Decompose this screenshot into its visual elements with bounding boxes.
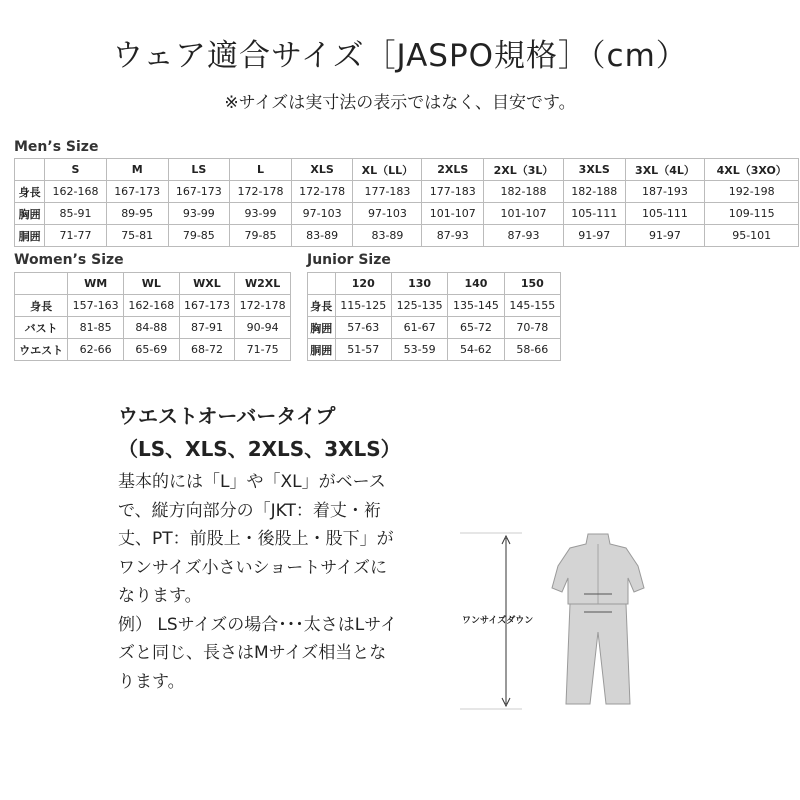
value-cell: 95-101 [705, 225, 799, 247]
value-cell: 101-107 [422, 203, 484, 225]
size-header-cell: 3XLS [563, 159, 625, 181]
table-header-row [15, 273, 291, 295]
value-cell: 53-59 [391, 339, 447, 361]
description-line: ります。 [118, 671, 185, 692]
mens-size-label: Men’s Size [14, 139, 99, 155]
size-header-cell: L [230, 159, 292, 181]
value-cell: 90-94 [235, 317, 291, 339]
value-cell: 172-178 [230, 181, 292, 203]
value-cell: 192-198 [705, 181, 799, 203]
waist-over-subtitle: （LS、XLS、2XLS、3XLS） [118, 437, 401, 461]
value-cell: 54-62 [448, 339, 504, 361]
description-line: なります。 [118, 586, 202, 606]
value-cell: 172-178 [235, 295, 291, 317]
value-cell: 97-103 [291, 203, 353, 225]
value-cell: 145-155 [504, 295, 560, 317]
womens-size-label: Women’s Size [14, 252, 124, 268]
table-row [308, 339, 561, 361]
value-cell: 157-163 [68, 295, 124, 317]
size-header-cell: XL（LL） [353, 159, 422, 181]
value-cell: 79-85 [168, 225, 230, 247]
value-cell: 109-115 [705, 203, 799, 225]
waist-over-description [118, 468, 448, 696]
description-line: 丈、PT：前股上・後股上・股下」が [118, 529, 394, 549]
junior-size-label: Junior Size [307, 252, 391, 268]
value-cell: 93-99 [168, 203, 230, 225]
value-cell: 101-107 [484, 203, 564, 225]
row-label-cell: 身長 [15, 295, 68, 317]
value-cell: 162-168 [123, 295, 179, 317]
description-line: ズと同じ、長さはMサイズ相当とな [118, 643, 387, 663]
size-note: ※サイズは実寸法の表示ではなく、目安です。 [224, 93, 576, 113]
table-row [15, 317, 291, 339]
size-header-cell: 150 [504, 273, 560, 295]
value-cell: 71-77 [45, 225, 107, 247]
table-header-row [308, 273, 561, 295]
value-cell: 135-145 [448, 295, 504, 317]
value-cell: 62-66 [68, 339, 124, 361]
value-cell: 97-103 [353, 203, 422, 225]
value-cell: 61-67 [391, 317, 447, 339]
value-cell: 79-85 [230, 225, 292, 247]
value-cell: 93-99 [230, 203, 292, 225]
value-cell: 65-72 [448, 317, 504, 339]
table-row [15, 181, 799, 203]
header-corner-cell [15, 273, 68, 295]
size-header-cell: W2XL [235, 273, 291, 295]
size-header-cell: LS [168, 159, 230, 181]
value-cell: 182-188 [484, 181, 564, 203]
value-cell: 83-89 [291, 225, 353, 247]
value-cell: 68-72 [179, 339, 235, 361]
size-header-cell: 2XL（3L） [484, 159, 564, 181]
size-header-cell: WL [123, 273, 179, 295]
value-cell: 71-75 [235, 339, 291, 361]
page-title: ウェア適合サイズ［JASPO規格］（cm） [112, 38, 688, 74]
pants-shape [566, 604, 630, 704]
value-cell: 172-178 [291, 181, 353, 203]
value-cell: 177-183 [353, 181, 422, 203]
row-label-cell: 身長 [308, 295, 336, 317]
waist-over-title: ウエストオーバータイプ [118, 404, 336, 428]
size-header-cell: WXL [179, 273, 235, 295]
description-line: ワンサイズ小さいショートサイズに [118, 557, 387, 578]
value-cell: 84-88 [123, 317, 179, 339]
row-label-cell: 胴囲 [15, 225, 45, 247]
row-label-cell: バスト [15, 317, 68, 339]
value-cell: 105-111 [625, 203, 705, 225]
value-cell: 89-95 [106, 203, 168, 225]
value-cell: 167-173 [106, 181, 168, 203]
table-row [15, 203, 799, 225]
size-header-cell: 3XL（4L） [625, 159, 705, 181]
value-cell: 187-193 [625, 181, 705, 203]
size-header-cell: XLS [291, 159, 353, 181]
value-cell: 91-97 [563, 225, 625, 247]
value-cell: 87-93 [484, 225, 564, 247]
size-header-cell: 140 [448, 273, 504, 295]
value-cell: 162-168 [45, 181, 107, 203]
table-row [15, 339, 291, 361]
row-label-cell: 身長 [15, 181, 45, 203]
description-line: 例） LSサイズの場合･･･太さはLサイ [118, 614, 398, 635]
mens-size-table [14, 158, 799, 247]
size-header-cell: 2XLS [422, 159, 484, 181]
value-cell: 177-183 [422, 181, 484, 203]
value-cell: 91-97 [625, 225, 705, 247]
value-cell: 125-135 [391, 295, 447, 317]
row-label-cell: 胸囲 [15, 203, 45, 225]
table-row [308, 295, 561, 317]
table-row [15, 295, 291, 317]
value-cell: 87-91 [179, 317, 235, 339]
value-cell: 167-173 [179, 295, 235, 317]
size-header-cell: S [45, 159, 107, 181]
row-label-cell: 胸囲 [308, 317, 336, 339]
womens-size-table [14, 272, 291, 361]
value-cell: 70-78 [504, 317, 560, 339]
junior-size-table [307, 272, 561, 361]
value-cell: 182-188 [563, 181, 625, 203]
description-line: で、縦方向部分の「JKT：着丈・裄 [118, 500, 381, 521]
row-label-cell: 胴囲 [308, 339, 336, 361]
value-cell: 81-85 [68, 317, 124, 339]
row-label-cell: ウエスト [15, 339, 68, 361]
value-cell: 83-89 [353, 225, 422, 247]
value-cell: 58-66 [504, 339, 560, 361]
suit-diagram [460, 532, 670, 712]
value-cell: 65-69 [123, 339, 179, 361]
value-cell: 167-173 [168, 181, 230, 203]
one-size-down-label: ワンサイズダウン [462, 616, 534, 626]
value-cell: 85-91 [45, 203, 107, 225]
value-cell: 87-93 [422, 225, 484, 247]
size-header-cell: M [106, 159, 168, 181]
description-line: 基本的には「L」や「XL」がベース [118, 472, 386, 492]
size-header-cell: 120 [335, 273, 391, 295]
header-corner-cell [15, 159, 45, 181]
size-header-cell: 4XL（3XO） [705, 159, 799, 181]
table-header-row [15, 159, 799, 181]
size-header-cell: WM [68, 273, 124, 295]
table-row [15, 225, 799, 247]
value-cell: 105-111 [563, 203, 625, 225]
value-cell: 115-125 [335, 295, 391, 317]
value-cell: 75-81 [106, 225, 168, 247]
value-cell: 57-63 [335, 317, 391, 339]
header-corner-cell [308, 273, 336, 295]
table-row [308, 317, 561, 339]
size-header-cell: 130 [391, 273, 447, 295]
value-cell: 51-57 [335, 339, 391, 361]
